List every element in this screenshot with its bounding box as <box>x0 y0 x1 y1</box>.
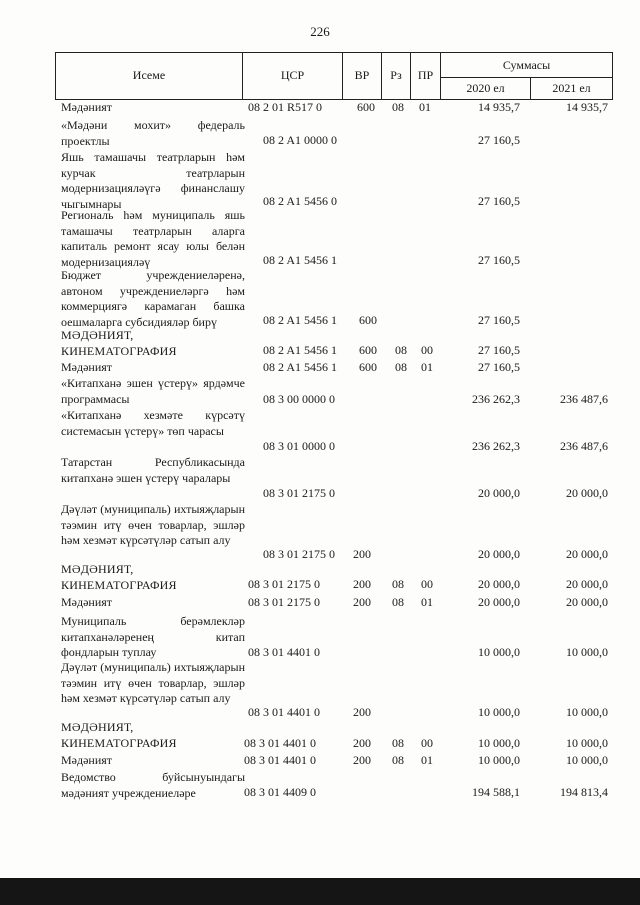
row-sum-2021: 14 935,7 <box>566 100 608 114</box>
row-sum-2021: 10 000,0 <box>566 736 608 750</box>
row-sum-2020: 27 160,5 <box>478 343 520 357</box>
row-sum-2021: 236 487,6 <box>560 439 608 453</box>
row-csr: 08 2 01 R517 0 <box>248 100 323 114</box>
row-name: Ведомство буйсынуындагы мәдәният учреждениеләре <box>61 770 245 800</box>
row-name: Дәүләт (муниципаль) ихтыяҗларын тәэмин итү өчен товарлар, эшләр һәм хезмәт күрсәтүләр сатып алу <box>61 660 245 705</box>
row-sum-2020: 236 262,3 <box>472 439 520 453</box>
row-csr: 08 3 01 0000 0 <box>263 439 335 453</box>
row-sum-2021: 20 000,0 <box>566 486 608 500</box>
row-sum-2021: 10 000,0 <box>566 705 608 719</box>
row-name: Мәдәният <box>61 360 113 374</box>
row-name: Дәүләт (муниципаль) ихтыяҗларын тәэмин итү өчен товарлар, эшләр һәм хезмәт күрсәтүләр сатып алу <box>61 502 245 547</box>
header-sums: Суммасы <box>502 58 551 72</box>
header-year-divider <box>440 77 613 78</box>
row-sum-2021: 20 000,0 <box>566 577 608 591</box>
row-name: «Китапханә хезмәте күрсәтү системасын үстерү» төп чарасы <box>61 408 245 438</box>
row-vr: 200 <box>353 577 371 591</box>
row-sum-2020: 14 935,7 <box>478 100 520 114</box>
row-rz: 08 <box>392 100 404 114</box>
row-csr: 08 3 01 4401 0 <box>244 753 316 767</box>
row-sum-2021: 20 000,0 <box>566 547 608 561</box>
row-sum-2020: 10 000,0 <box>478 753 520 767</box>
row-pr: 00 <box>421 343 433 357</box>
row-pr: 01 <box>421 753 433 767</box>
row-csr: 08 2 A1 5456 1 <box>263 253 338 267</box>
row-name: «Мәдәни мохит» федераль проектлы <box>61 118 245 148</box>
row-vr: 600 <box>357 100 375 114</box>
row-vr: 200 <box>353 753 371 767</box>
header-pr: ПР <box>417 68 434 82</box>
row-csr: 08 3 01 2175 0 <box>263 547 335 561</box>
row-sum-2020: 10 000,0 <box>478 645 520 659</box>
row-sum-2021: 236 487,6 <box>560 392 608 406</box>
row-name: Региональ һәм муниципаль яшь тамашачы театрларын аларга капиталь ремонт ясау юлы белән модернизацияләү <box>61 208 245 269</box>
row-vr: 200 <box>353 595 371 609</box>
header-csr: ЦСР <box>280 68 305 82</box>
header-name: Исеме <box>132 68 166 82</box>
row-sum-2020: 20 000,0 <box>478 547 520 561</box>
row-rz: 08 <box>392 753 404 767</box>
row-pr: 00 <box>421 577 433 591</box>
row-name: МӘДӘНИЯТ, КИНЕМАТОГРАФИЯ <box>61 328 177 358</box>
row-sum-2021: 10 000,0 <box>566 753 608 767</box>
row-sum-2020: 194 588,1 <box>472 785 520 799</box>
row-sum-2020: 10 000,0 <box>478 705 520 719</box>
row-sum-2020: 20 000,0 <box>478 595 520 609</box>
row-sum-2020: 236 262,3 <box>472 392 520 406</box>
row-csr: 08 2 A1 0000 0 <box>263 133 338 147</box>
row-vr: 600 <box>359 360 377 374</box>
row-sum-2020: 20 000,0 <box>478 486 520 500</box>
row-sum-2020: 20 000,0 <box>478 577 520 591</box>
row-rz: 08 <box>392 736 404 750</box>
header-col-line <box>612 52 613 99</box>
row-name: Муниципаль берәмлекләр китапханәләренең китап фондларын туплау <box>61 614 245 659</box>
header-year-2020: 2020 ел <box>466 81 505 95</box>
row-csr: 08 2 A1 5456 1 <box>263 360 338 374</box>
row-rz: 08 <box>395 343 407 357</box>
header-year-2021: 2021 ел <box>552 81 591 95</box>
row-sum-2020: 27 160,5 <box>478 313 520 327</box>
row-rz: 08 <box>392 595 404 609</box>
row-name: Татарстан Республикасында китапханә эшен үстерү чаралары <box>61 455 245 485</box>
header-top-border <box>55 52 613 53</box>
row-name: Яшь тамашачы театрларын һәм курчак театрларын модернизацияләүгә финанслашу чыгымнары <box>61 150 245 211</box>
row-csr: 08 3 01 4401 0 <box>248 705 320 719</box>
row-sum-2020: 27 160,5 <box>478 360 520 374</box>
row-csr: 08 3 01 4401 0 <box>248 645 320 659</box>
row-pr: 01 <box>421 360 433 374</box>
header-vr: ВР <box>354 68 370 82</box>
row-name: МӘДӘНИЯТ, КИНЕМАТОГРАФИЯ <box>61 562 177 592</box>
row-name: Мәдәният <box>61 100 113 114</box>
row-name: Мәдәният <box>61 753 113 767</box>
table-header <box>0 0 640 110</box>
row-sum-2020: 10 000,0 <box>478 736 520 750</box>
row-vr: 200 <box>353 547 371 561</box>
row-sum-2021: 20 000,0 <box>566 595 608 609</box>
scan-edge <box>0 878 640 905</box>
row-pr: 01 <box>419 100 431 114</box>
page-number: 226 <box>310 24 330 39</box>
row-pr: 01 <box>421 595 433 609</box>
row-sum-2020: 27 160,5 <box>478 253 520 267</box>
row-csr: 08 2 A1 5456 1 <box>263 313 338 327</box>
row-rz: 08 <box>392 577 404 591</box>
row-name: Бюджет учреждениеләренә, автоном учреждениеләргә һәм коммерциягә карамаган башка оешмаларга субсидияләр бирү <box>61 268 245 329</box>
row-vr: 200 <box>353 736 371 750</box>
header-rz: Рз <box>390 68 402 82</box>
row-rz: 08 <box>395 360 407 374</box>
row-csr: 08 3 01 2175 0 <box>248 595 320 609</box>
row-csr: 08 2 A1 5456 1 <box>263 343 338 357</box>
row-sum-2020: 27 160,5 <box>478 194 520 208</box>
row-pr: 00 <box>421 736 433 750</box>
row-csr: 08 3 00 0000 0 <box>263 392 335 406</box>
row-sum-2021: 10 000,0 <box>566 645 608 659</box>
row-csr: 08 3 01 2175 0 <box>248 577 320 591</box>
row-sum-2020: 27 160,5 <box>478 133 520 147</box>
row-csr: 08 2 A1 5456 0 <box>263 194 338 208</box>
row-name: «Китапханә эшен үстерү» ярдәмче программасы <box>61 376 245 406</box>
row-csr: 08 3 01 2175 0 <box>263 486 335 500</box>
row-csr: 08 3 01 4401 0 <box>244 736 316 750</box>
row-vr: 600 <box>359 343 377 357</box>
row-csr: 08 3 01 4409 0 <box>244 785 316 799</box>
row-name: МӘДӘНИЯТ, КИНЕМАТОГРАФИЯ <box>61 720 177 750</box>
row-vr: 200 <box>353 705 371 719</box>
row-sum-2021: 194 813,4 <box>560 785 608 799</box>
row-name: Мәдәният <box>61 595 113 609</box>
row-vr: 600 <box>359 313 377 327</box>
